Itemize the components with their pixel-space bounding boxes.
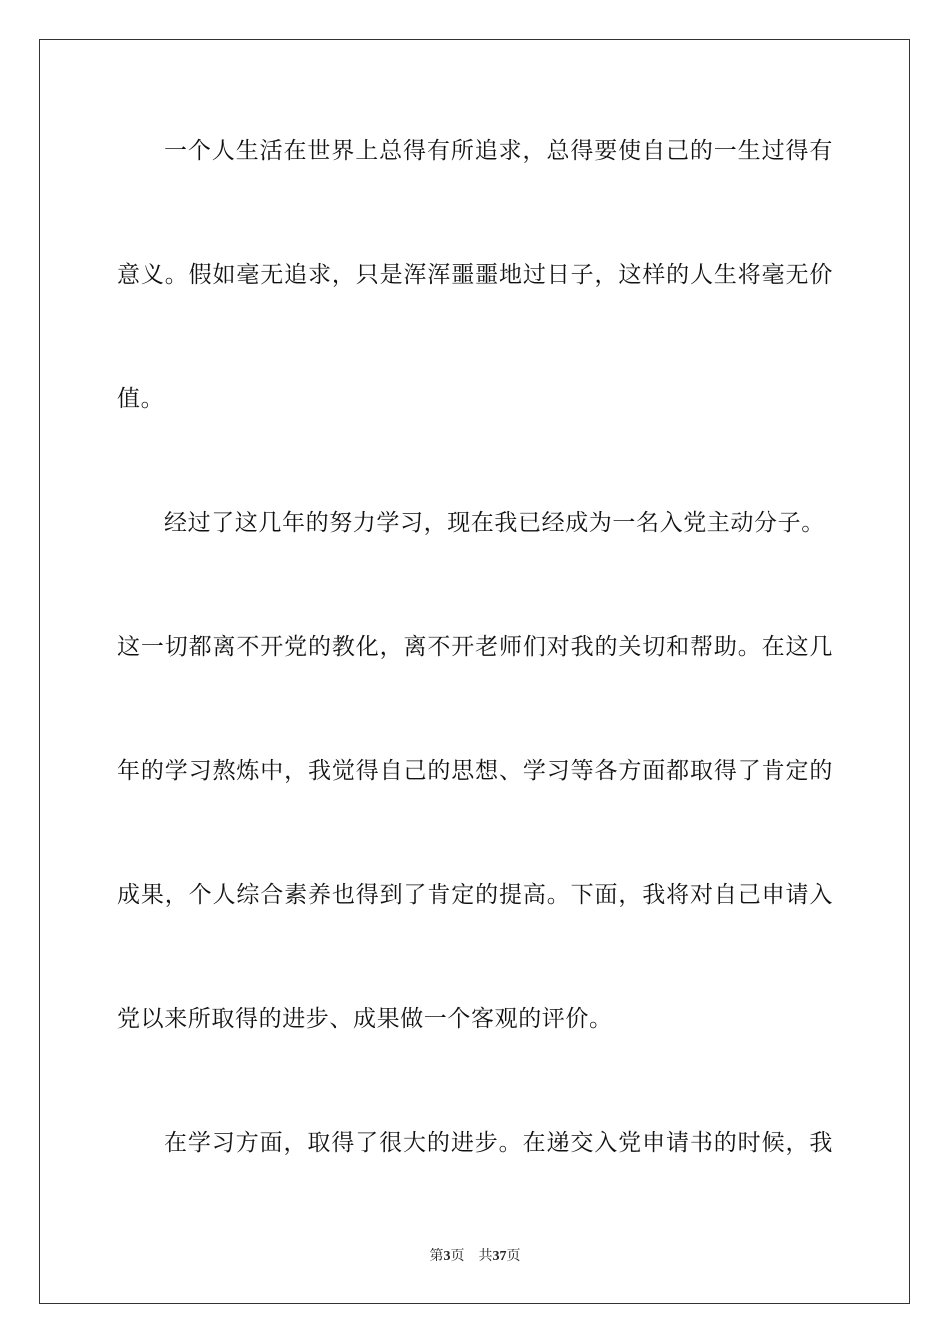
paragraph-line: 成果，个人综合素养也得到了肯定的提高。下面，我将对自己申请入 [117, 882, 833, 908]
total-label-suffix: 页 [506, 1248, 521, 1264]
page-label-suffix: 页 [450, 1248, 465, 1264]
paragraph-line: 经过了这几年的努力学习，现在我已经成为一名入党主动分子。 [164, 510, 825, 536]
page-label-prefix: 第 [429, 1248, 444, 1264]
page-footer [0, 1247, 950, 1266]
paragraph-line: 党以来所取得的进步、成果做一个客观的评价。 [117, 1006, 613, 1032]
page-border [39, 39, 910, 1304]
total-label-prefix: 共 [478, 1248, 493, 1264]
paragraph-line: 在学习方面，取得了很大的进步。在递交入党申请书的时候，我 [164, 1130, 833, 1156]
paragraph-line: 值。 [117, 386, 165, 412]
paragraph-line: 一个人生活在世界上总得有所追求，总得要使自己的一生过得有 [164, 138, 833, 164]
total-pages: 37 [492, 1249, 507, 1264]
paragraph-line: 这一切都离不开党的教化，离不开老师们对我的关切和帮助。在这几 [117, 634, 833, 660]
paragraph-line: 年的学习熬炼中，我觉得自己的思想、学习等各方面都取得了肯定的 [117, 758, 833, 784]
page-number: 3 [443, 1249, 451, 1264]
paragraph-line: 意义。假如毫无追求，只是浑浑噩噩地过日子，这样的人生将毫无价 [117, 262, 833, 288]
